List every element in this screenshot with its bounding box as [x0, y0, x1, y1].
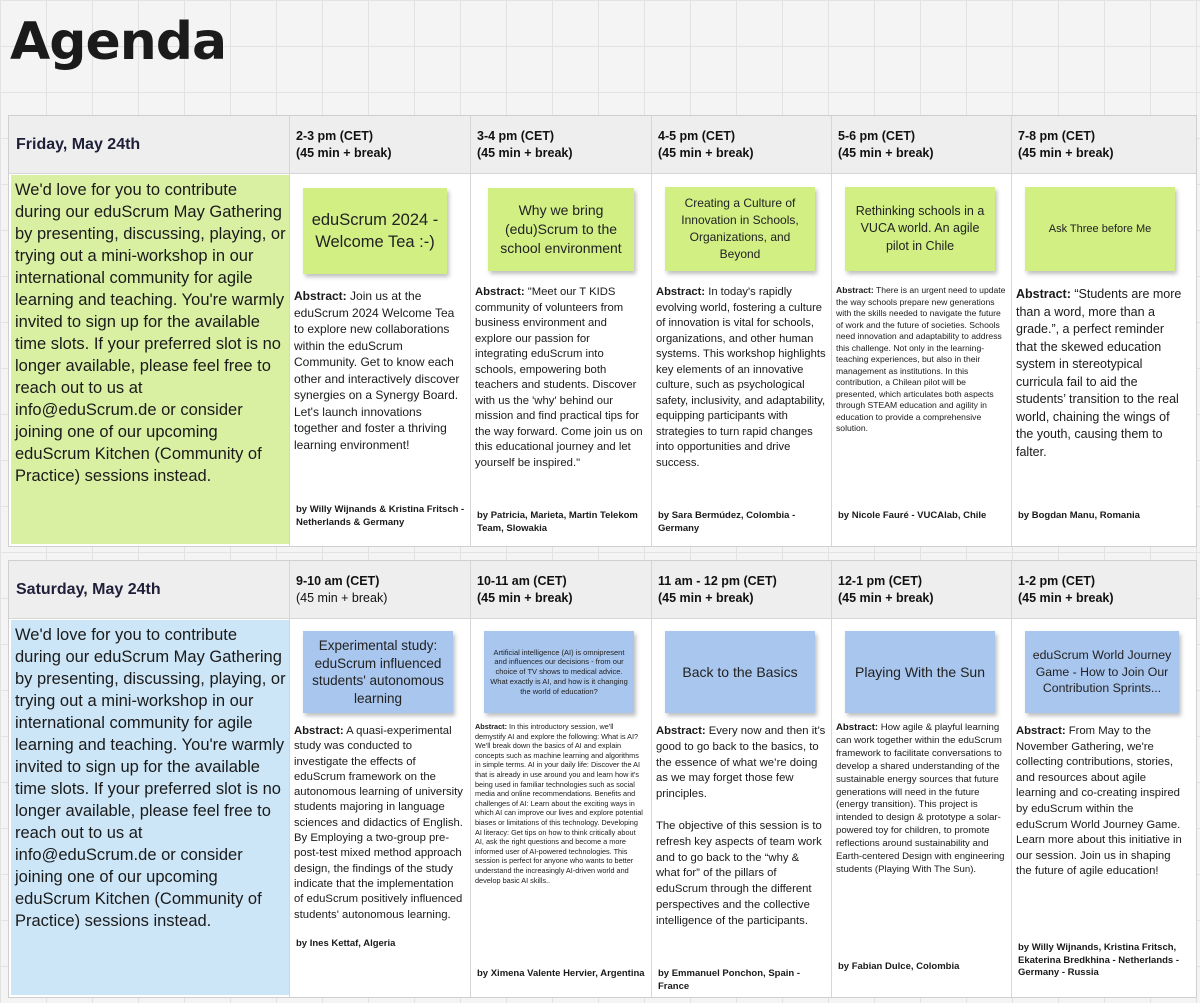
session-abstract: [294, 724, 464, 923]
abstract-text: In this introductory session, we'll demystify AI and explore the following: What is AI? We'll break down the basics of AI and explain concepts such as machine learning and algorithms in simple terms. AI in your daily life: Discover the AI that is already in use around you and learn how it's being used in familiar technologies such as social media and online recommendations. Benefits and challenges of AI: Learn about the exciting ways in which AI can improve our lives and explore potential biases or limitations of this technology. Developing AI literacy: Get tips on how to think critically about AI, ask the right questions and become a more informed user of AI-powered technologies. This session is perfect for anyone who wants to better understand the increasingly AI-driven world and develop basic AI skills..: [475, 722, 643, 885]
slot-time: 2-3 pm (CET): [296, 129, 374, 143]
session-presenter: by Willy Wijnands, Kristina Fritsch, Ekaterina Bredkhina - Netherlands - Germany - Russia: [1018, 942, 1180, 978]
time-slot-header: [651, 561, 831, 618]
session-cell: [1011, 618, 1197, 997]
session-abstract: [475, 285, 645, 471]
abstract-label: Abstract:: [656, 725, 706, 737]
time-slot-header: [289, 116, 469, 173]
slot-duration: (45 min + break): [658, 146, 754, 160]
session-abstract: [1016, 286, 1186, 461]
session-presenter: by Willy Wijnands & Kristina Fritsch - Netherlands & Germany: [296, 504, 465, 528]
abstract-text: Join us at the eduScrum 2024 Welcome Tea to explore new collaborations within the eduScrum Community. Get to know each other and interactively discover synergies on a Synergy Board. Let's launch innovations together and foster a thriving learning environment!: [294, 289, 460, 452]
friday-block: [8, 115, 1197, 547]
slot-duration: (45 min + break): [477, 591, 573, 605]
abstract-text: "Meet our T KIDS community of volunteers from business environment and explore our passion for integrating eduScrum into schools, empowering both teachers and students. Discover with us the 'why' behind our mission and find practical tips for the way forward. Come join us on this educational journey and let yourself be inspired.": [475, 286, 643, 469]
session-cell: [831, 173, 1011, 546]
session-presenter: by Patricia, Marieta, Martin Telekom Team, Slowakia: [477, 510, 638, 534]
session-cell: [651, 173, 831, 546]
session-presenter: by Sara Bermúdez, Colombia - Germany: [658, 510, 796, 534]
saturday-header-row: [9, 561, 1196, 619]
session-cell: [651, 618, 831, 997]
time-slot-header: [831, 561, 1011, 618]
saturday-intro-text: We'd love for you to contribute during our eduScrum May Gathering by presenting, discussing, playing, or trying out a mini-workshop in our international community for agile learning and teaching. You're warmly invited to sign up for the available time slots. If your preferred slot is no longer available, please feel free to reach out to us at info@eduScrum.de or consider joining one of our upcoming eduScrum Kitchen (Community of Practice) sessions instead.: [11, 620, 290, 995]
session-abstract: [656, 724, 826, 930]
slot-duration: (45 min + break): [477, 146, 573, 160]
session-presenter: by Nicole Fauré - VUCAlab, Chile: [838, 510, 987, 521]
abstract-text: “Students are more than a word, more than a grade.”, a perfect reminder that the skewed education system in stereotypical curricula fail to aid the students’ transition to the real world, chaining the wings of the youth, causing them to falter.: [1016, 287, 1182, 459]
session-sticky-note[interactable]: Rethinking schools in a VUCA world. An agile pilot in Chile: [845, 187, 995, 271]
abstract-label: Abstract:: [836, 285, 874, 295]
slot-time: 4-5 pm (CET): [658, 129, 736, 143]
abstract-label: Abstract:: [1016, 725, 1066, 737]
time-slot-header: [470, 561, 650, 618]
session-abstract: [836, 285, 1006, 435]
page-title: Agenda: [10, 12, 227, 72]
session-sticky-note[interactable]: Creating a Culture of Innovation in Schools, Organizations, and Beyond: [665, 187, 815, 271]
slot-duration: (45 min + break): [1018, 146, 1114, 160]
time-slot-header: [1011, 116, 1197, 173]
abstract-label: Abstract:: [475, 286, 525, 298]
session-abstract: [836, 722, 1006, 877]
session-cell: [470, 618, 650, 997]
slot-time: 3-4 pm (CET): [477, 129, 555, 143]
agenda-board: [8, 115, 1197, 999]
slot-duration: (45 min + break): [1018, 591, 1114, 605]
session-sticky-note[interactable]: Why we bring (edu)Scrum to the school environment: [488, 188, 634, 271]
abstract-text: In today's rapidly evolving world, fostering a culture of innovation is vital for schools, organizations, and other human systems. This workshop highlights key elements of an innovative culture, such as psychological safety, inclusivity, and adaptability, equipping participants with strategies to turn rapid changes into opportunities and drive success.: [656, 286, 826, 469]
day-label: Saturday, May 24th: [16, 581, 161, 598]
session-sticky-note[interactable]: Experimental study: eduScrum influenced students' autonomous learning: [303, 631, 453, 713]
time-slot-header: [1011, 561, 1197, 618]
session-abstract: [475, 722, 645, 885]
slot-duration: (45 min + break): [296, 591, 388, 605]
slot-time: 1-2 pm (CET): [1018, 574, 1096, 588]
slot-time: 11 am - 12 pm (CET): [658, 574, 777, 588]
abstract-text-2: The objective of this session is to refresh key aspects of team work and to go back to the “why & what for” of the pillars of eduScrum through the different perspectives and the collective intelligence of the participants.: [656, 819, 822, 927]
time-slot-header: [651, 116, 831, 173]
abstract-text: From May to the November Gathering, we're collecting contributions, stories, and resources about agile learning and co-creating inspired by eduScrum within the eduScrum World Journey Game. Learn more about this initiative in our session. Join us in shaping the future of agile education!: [1016, 725, 1182, 878]
abstract-label: Abstract:: [836, 722, 879, 733]
session-presenter: by Ximena Valente Hervier, Argentina: [477, 968, 645, 979]
session-cell: [289, 618, 469, 997]
session-presenter: by Fabian Dulce, Colombia: [838, 961, 960, 972]
session-cell: [831, 618, 1011, 997]
session-presenter: by Emmanuel Ponchon, Spain - France: [658, 968, 800, 992]
abstract-label: Abstract:: [294, 725, 344, 737]
abstract-text: Every now and then it’s good to go back to the basics, to the essence of what we’re doing as we may forget those few principles.: [656, 725, 826, 801]
abstract-text: A quasi-experimental study was conducted to investigate the effects of eduScrum framework on the autonomous learning of university students majoring in language sciences and didactics of English. By Employing a two-group pre-post-test mixed method approach design, the findings of the study indicate that the implementation of eduScrum positively influenced students' autonomous learning.: [294, 725, 463, 921]
friday-intro-text: We'd love for you to contribute during our eduScrum May Gathering by presenting, discussing, playing, or trying out a mini-workshop in our international community for agile learning and teaching. You're warmly invited to sign up for the available time slots. If your preferred slot is no longer available, please feel free to reach out to us at info@eduScrum.de or consider joining one of our upcoming eduScrum Kitchen (Community of Practice) sessions instead.: [11, 175, 290, 544]
time-slot-header: [470, 116, 650, 173]
saturday-block: [8, 560, 1197, 998]
abstract-text: There is an urgent need to update the way schools prepare new generations with the skills needed to navigate the future of work and the future of societies. Schools need innovation and adaptability to address this challenge. Not only in the learning-teaching experiences, but also in their management as institutions. In this contribution, a Chilean pilot will be presented, which articulates both aspects through STEAM education and agility in education to provide a comprehensive solution.: [836, 285, 1006, 433]
slot-time: 10-11 am (CET): [477, 574, 567, 588]
session-presenter: by Ines Kettaf, Algeria: [296, 938, 396, 949]
abstract-text: How agile & playful learning can work together within the eduScrum framework to facilitate conversations to develop a shared understanding of the sustainable energy sources that future generations will need in the future (energy transition). This project is intended to design & prototype a solar-powered toy for children, to promote reflections around sustainability and Earth-centered Design with engineering students (Playing With The Sun).: [836, 722, 1005, 875]
session-abstract: [1016, 724, 1186, 880]
time-slot-header: [831, 116, 1011, 173]
slot-duration: (45 min + break): [838, 591, 934, 605]
friday-header-row: [9, 116, 1196, 174]
abstract-label: Abstract:: [294, 289, 347, 303]
time-slot-header: [289, 561, 469, 618]
session-presenter: by Bogdan Manu, Romania: [1018, 510, 1140, 521]
abstract-label: Abstract:: [1016, 287, 1071, 301]
slot-time: 7-8 pm (CET): [1018, 129, 1096, 143]
session-sticky-note[interactable]: Ask Three before Me: [1025, 187, 1175, 271]
slot-time: 5-6 pm (CET): [838, 129, 916, 143]
session-sticky-note[interactable]: Back to the Basics: [665, 631, 815, 713]
session-abstract: [294, 288, 464, 453]
slot-time: 9-10 am (CET): [296, 574, 380, 588]
session-abstract: [656, 285, 826, 471]
session-sticky-note[interactable]: eduScrum 2024 - Welcome Tea :-): [303, 188, 447, 274]
session-cell: [1011, 173, 1197, 546]
session-cell: [289, 173, 469, 546]
slot-time: 12-1 pm (CET): [838, 574, 923, 588]
abstract-label: Abstract:: [475, 722, 508, 731]
session-sticky-note[interactable]: eduScrum World Journey Game - How to Join Our Contribution Sprints...: [1025, 631, 1179, 713]
session-sticky-note[interactable]: Artificial intelligence (AI) is omnipresent and influences our decisions - from our choice of TV shows to medical advice. What exactly is AI, and how is it changing the world of education?: [484, 631, 634, 713]
slot-duration: (45 min + break): [296, 146, 392, 160]
slot-duration: (45 min + break): [838, 146, 934, 160]
session-cell: [470, 173, 650, 546]
slot-duration: (45 min + break): [658, 591, 754, 605]
day-label: Friday, May 24th: [16, 136, 141, 153]
session-sticky-note[interactable]: Playing With the Sun: [845, 631, 995, 713]
abstract-label: Abstract:: [656, 286, 706, 298]
